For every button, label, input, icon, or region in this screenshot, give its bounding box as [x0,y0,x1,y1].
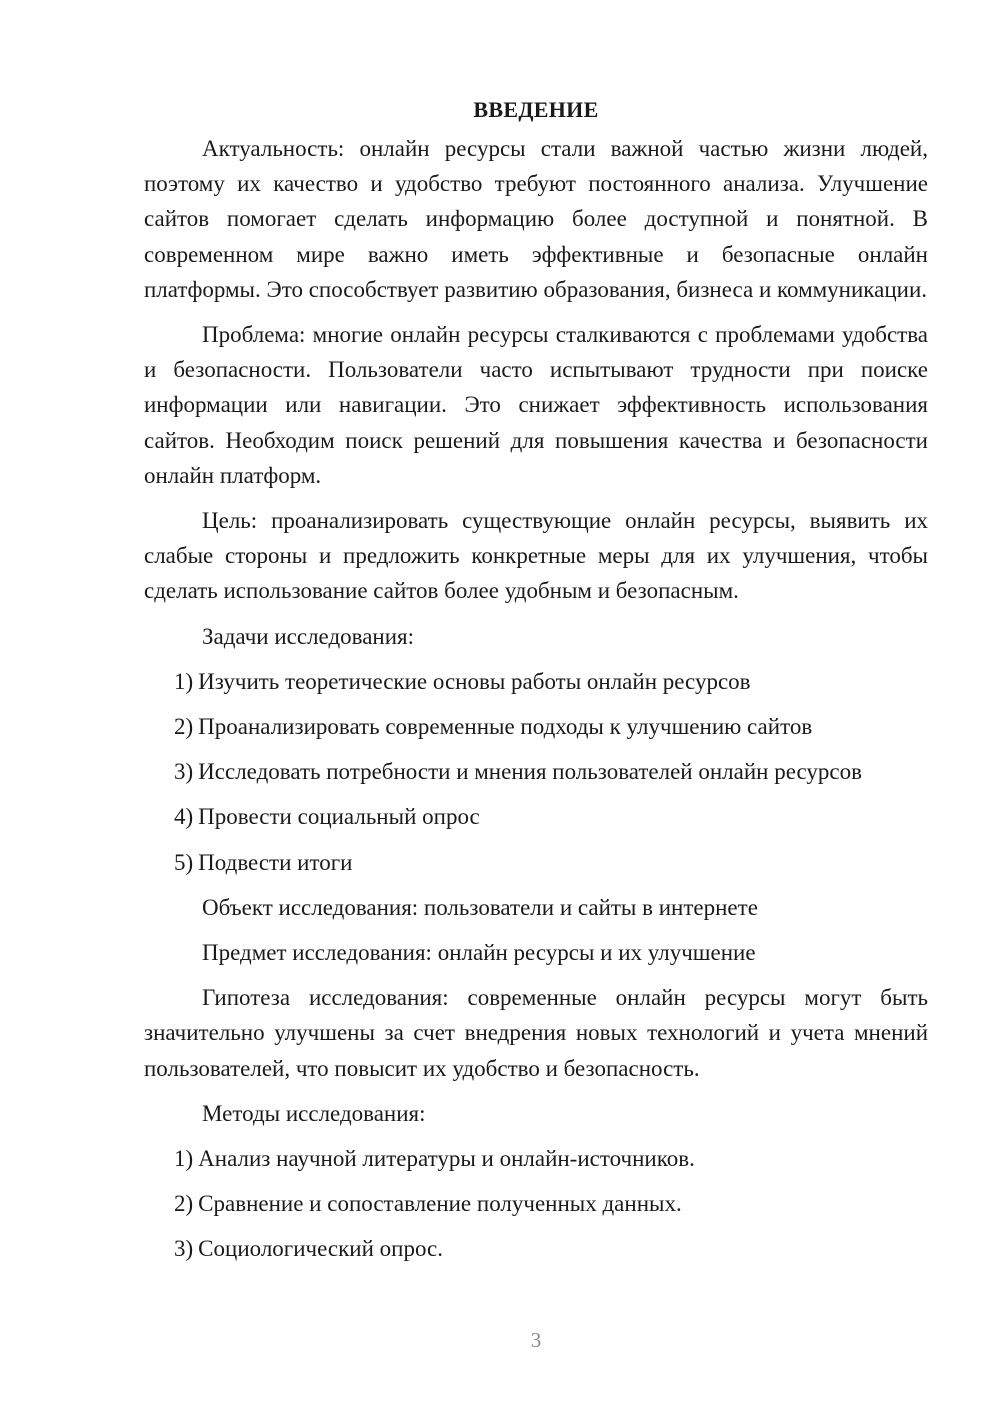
list-item-number: 4) [174,804,194,830]
list-item-text: Провести социальный опрос [198,804,480,830]
list-item-text: Изучить теоретические основы работы онлайн ресурсов [198,668,751,694]
hypothesis-paragraph: Гипотеза исследования: современные онлайн ресурсы могут быть значительно улучшены за счет внедрения новых технологий и учета мнений пользователей, что повысит их удобство и безопасность. [144,985,928,1081]
goal-paragraph: Цель: проанализировать существующие онлайн ресурсы, выявить их слабые стороны и предложить конкретные меры для их улучшения, чтобы сделать использование сайтов более удобным и безопасным. [144,508,928,604]
list-item-number: 3) [174,759,194,785]
methods-heading: Методы исследования: [202,1100,426,1126]
list-item-number: 2) [174,714,194,740]
list-item [144,1231,928,1266]
page-content [144,92,928,1277]
list-item-number: 2) [174,1191,194,1217]
list-item [144,1141,928,1176]
tasks-list [144,664,928,880]
list-item-text: Проанализировать современные подходы к улучшению сайтов [198,714,813,740]
list-item [144,799,928,834]
relevance-paragraph: Актуальность: онлайн ресурсы стали важной частью жизни людей, поэтому их качество и удобство требуют постоянного анализа. Улучшение сайтов помогает сделать информацию более доступной и понятной. В современном мире важно иметь эффективные и безопасные онлайн платформы. Это способствует развитию образования, бизнеса и коммуникации. [144,136,928,302]
list-item-number: 3) [174,1236,194,1262]
list-item-number: 1) [174,668,194,694]
list-item-text: Социологический опрос. [198,1236,443,1262]
list-item [144,845,928,880]
list-item [144,664,928,699]
subject-line: Предмет исследования: онлайн ресурсы и их улучшение [202,940,756,966]
list-item-text: Сравнение и сопоставление полученных данных. [198,1191,682,1217]
list-item [144,1186,928,1221]
page-title: ВВЕДЕНИЕ [473,97,599,122]
methods-list [144,1141,928,1267]
list-item-number: 5) [174,849,194,875]
list-item [144,754,928,789]
list-item-text: Анализ научной литературы и онлайн-источников. [198,1146,695,1172]
object-line: Объект исследования: пользователи и сайты в интернете [202,894,758,920]
list-item [144,709,928,744]
page-number: 3 [530,1328,542,1352]
list-item-text: Исследовать потребности и мнения пользователей онлайн ресурсов [198,759,862,785]
list-item-number: 1) [174,1146,194,1172]
problem-paragraph: Проблема: многие онлайн ресурсы сталкиваются с проблемами удобства и безопасности. Пользователи часто испытывают трудности при поиске информации или навигации. Это снижает эффективность использования сайтов. Необходим поиск решений для повышения качества и безопасности онлайн платформ. [144,322,928,488]
list-item-text: Подвести итоги [198,849,353,875]
tasks-heading: Задачи исследования: [202,623,415,649]
